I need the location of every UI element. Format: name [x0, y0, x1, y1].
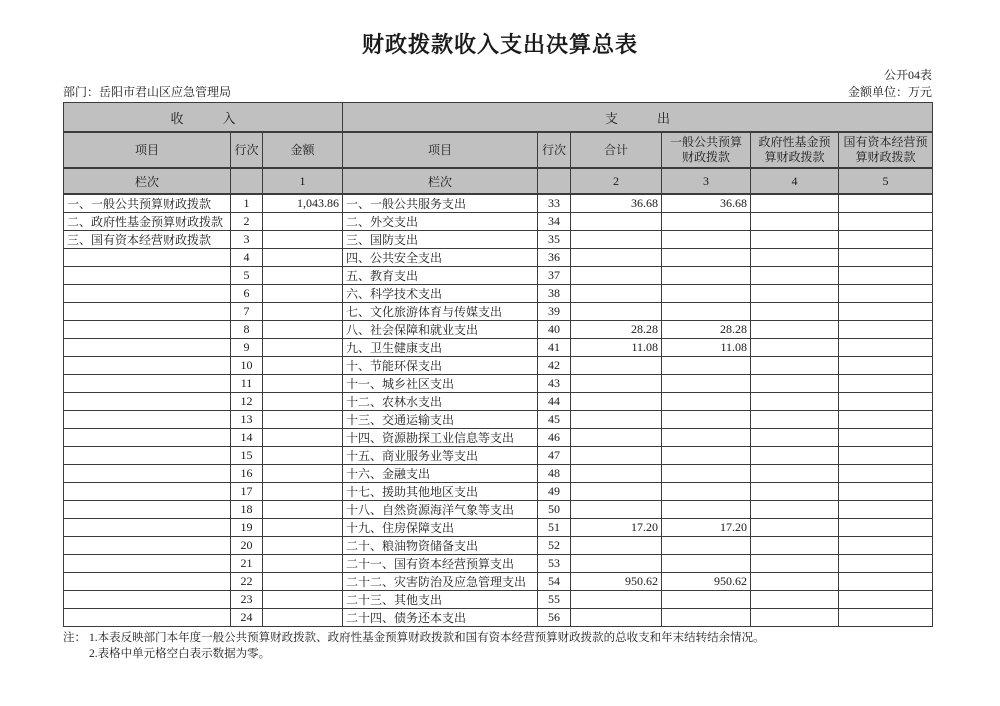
exp-line-cell: 40	[538, 321, 571, 339]
income-section-header: 收入	[64, 103, 343, 133]
income-line-cell: 22	[231, 573, 263, 591]
table-row	[64, 537, 933, 555]
exp-line-cell: 44	[538, 393, 571, 411]
table-row	[64, 555, 933, 573]
exp-gov-fund-cell	[751, 411, 839, 429]
exp-total-cell	[571, 267, 662, 285]
exp-line-cell: 43	[538, 375, 571, 393]
exp-item-cell: 十、节能环保支出	[343, 357, 538, 375]
income-amount-cell	[263, 519, 343, 537]
income-amount-cell	[263, 321, 343, 339]
income-line-cell: 16	[231, 465, 263, 483]
exp-gov-fund-cell	[751, 501, 839, 519]
exp-general-budget-cell	[662, 447, 751, 465]
exp-line-cell: 42	[538, 357, 571, 375]
table-row	[64, 213, 933, 231]
exp-state-capital-cell	[839, 573, 933, 591]
income-amount-cell	[263, 231, 343, 249]
exp-item-cell: 九、卫生健康支出	[343, 339, 538, 357]
exp-general-budget-cell	[662, 483, 751, 501]
exp-line-cell: 56	[538, 609, 571, 627]
exp-gov-fund-cell	[751, 555, 839, 573]
exp-line-cell: 46	[538, 429, 571, 447]
exp-gov-fund-cell	[751, 483, 839, 501]
exp-state-capital-cell	[839, 249, 933, 267]
exp-item-cell: 十一、城乡社区支出	[343, 375, 538, 393]
exp-item-cell: 一、一般公共服务支出	[343, 194, 538, 213]
exp-total-cell: 28.28	[571, 321, 662, 339]
exp-gov-fund-cell	[751, 465, 839, 483]
exp-line-cell: 52	[538, 537, 571, 555]
table-row	[64, 501, 933, 519]
exp-total-cell	[571, 465, 662, 483]
income-amount-cell	[263, 429, 343, 447]
income-line-cell: 7	[231, 303, 263, 321]
exp-total-cell	[571, 375, 662, 393]
col-income-line: 行次	[231, 132, 263, 168]
exp-line-cell: 36	[538, 249, 571, 267]
income-line-cell: 21	[231, 555, 263, 573]
exp-total-cell	[571, 591, 662, 609]
exp-gov-fund-cell	[751, 303, 839, 321]
exp-total-cell	[571, 447, 662, 465]
exp-total-cell	[571, 555, 662, 573]
exp-gov-fund-cell	[751, 357, 839, 375]
column-number-3: 3	[662, 168, 751, 194]
column-header-row	[64, 132, 933, 168]
exp-item-cell: 四、公共安全支出	[343, 249, 538, 267]
exp-total-cell: 11.08	[571, 339, 662, 357]
exp-gov-fund-cell	[751, 375, 839, 393]
income-item-cell	[64, 555, 231, 573]
exp-total-cell	[571, 537, 662, 555]
income-amount-cell	[263, 501, 343, 519]
exp-item-cell: 十四、资源勘探工业信息等支出	[343, 429, 538, 447]
exp-line-cell: 45	[538, 411, 571, 429]
exp-general-budget-cell	[662, 537, 751, 555]
exp-total-cell: 950.62	[571, 573, 662, 591]
exp-line-cell: 38	[538, 285, 571, 303]
income-amount-cell	[263, 357, 343, 375]
income-item-cell	[64, 285, 231, 303]
column-number-row	[64, 168, 933, 194]
exp-general-budget-cell	[662, 393, 751, 411]
income-item-cell	[64, 609, 231, 627]
fiscal-summary-table	[63, 102, 933, 627]
exp-item-cell: 二十一、国有资本经营预算支出	[343, 555, 538, 573]
exp-state-capital-cell	[839, 375, 933, 393]
exp-general-budget-cell	[662, 609, 751, 627]
income-item-cell	[64, 519, 231, 537]
exp-gov-fund-cell	[751, 213, 839, 231]
column-number-4: 4	[751, 168, 839, 194]
exp-total-cell	[571, 285, 662, 303]
exp-lanci-blank	[538, 168, 571, 194]
income-line-cell: 19	[231, 519, 263, 537]
income-amount-cell	[263, 339, 343, 357]
income-line-cell: 17	[231, 483, 263, 501]
exp-state-capital-cell	[839, 447, 933, 465]
col-exp-state-capital: 国有资本经营预算财政拨款	[839, 132, 933, 168]
income-line-cell: 3	[231, 231, 263, 249]
notes-prefix: 注：	[63, 632, 86, 644]
table-row	[64, 339, 933, 357]
income-amount-cell: 1,043.86	[263, 194, 343, 213]
income-line-cell: 2	[231, 213, 263, 231]
income-item-cell: 三、国有资本经营财政拨款	[64, 231, 231, 249]
exp-total-cell	[571, 231, 662, 249]
exp-general-budget-cell	[662, 465, 751, 483]
exp-state-capital-cell	[839, 519, 933, 537]
exp-line-cell: 35	[538, 231, 571, 249]
exp-state-capital-cell	[839, 537, 933, 555]
exp-item-cell: 十八、自然资源海洋气象等支出	[343, 501, 538, 519]
table-code: 公开04表	[883, 68, 932, 82]
income-item-cell	[64, 249, 231, 267]
exp-line-cell: 48	[538, 465, 571, 483]
income-item-cell	[64, 447, 231, 465]
exp-lanci-label: 栏次	[343, 168, 538, 194]
table-row	[64, 303, 933, 321]
col-exp-total: 合计	[571, 132, 662, 168]
exp-general-budget-cell: 17.20	[662, 519, 751, 537]
exp-gov-fund-cell	[751, 447, 839, 465]
exp-gov-fund-cell	[751, 519, 839, 537]
exp-gov-fund-cell	[751, 537, 839, 555]
exp-total-cell	[571, 501, 662, 519]
income-item-cell	[64, 591, 231, 609]
exp-state-capital-cell	[839, 555, 933, 573]
exp-line-cell: 53	[538, 555, 571, 573]
income-line-cell: 20	[231, 537, 263, 555]
income-amount-cell	[263, 285, 343, 303]
income-line-cell: 12	[231, 393, 263, 411]
note-line-1	[63, 630, 932, 646]
table-row	[64, 519, 933, 537]
exp-line-cell: 37	[538, 267, 571, 285]
exp-state-capital-cell	[839, 285, 933, 303]
note-1-text: 1.本表反映部门本年度一般公共预算财政拨款、政府性基金预算财政拨款和国有资本经营预算财政拨款的总收支和年末结转结余情况。	[89, 632, 765, 644]
income-item-cell	[64, 573, 231, 591]
income-amount-cell	[263, 249, 343, 267]
exp-line-cell: 54	[538, 573, 571, 591]
income-item-cell: 二、政府性基金预算财政拨款	[64, 213, 231, 231]
income-item-cell	[64, 411, 231, 429]
table-body	[64, 194, 933, 627]
exp-total-cell	[571, 213, 662, 231]
exp-state-capital-cell	[839, 465, 933, 483]
table-row	[64, 231, 933, 249]
income-line-cell: 10	[231, 357, 263, 375]
income-item-cell: 一、一般公共预算财政拨款	[64, 194, 231, 213]
exp-item-cell: 七、文化旅游体育与传媒支出	[343, 303, 538, 321]
income-lanci-blank	[231, 168, 263, 194]
exp-state-capital-cell	[839, 501, 933, 519]
income-item-cell	[64, 483, 231, 501]
exp-item-cell: 五、教育支出	[343, 267, 538, 285]
exp-gov-fund-cell	[751, 321, 839, 339]
exp-line-cell: 41	[538, 339, 571, 357]
income-line-cell: 5	[231, 267, 263, 285]
exp-line-cell: 34	[538, 213, 571, 231]
exp-state-capital-cell	[839, 357, 933, 375]
income-line-cell: 14	[231, 429, 263, 447]
table-row	[64, 357, 933, 375]
income-amount-cell	[263, 411, 343, 429]
exp-state-capital-cell	[839, 609, 933, 627]
exp-state-capital-cell	[839, 483, 933, 501]
exp-state-capital-cell	[839, 194, 933, 213]
exp-gov-fund-cell	[751, 194, 839, 213]
column-number-5: 5	[839, 168, 933, 194]
column-number-2: 2	[571, 168, 662, 194]
table-row	[64, 285, 933, 303]
income-item-cell	[64, 267, 231, 285]
table-row	[64, 483, 933, 501]
income-amount-cell	[263, 267, 343, 285]
income-amount-cell	[263, 555, 343, 573]
exp-item-cell: 十三、交通运输支出	[343, 411, 538, 429]
exp-state-capital-cell	[839, 429, 933, 447]
exp-item-cell: 二十、粮油物资储备支出	[343, 537, 538, 555]
exp-state-capital-cell	[839, 267, 933, 285]
exp-gov-fund-cell	[751, 285, 839, 303]
income-amount-cell	[263, 609, 343, 627]
exp-state-capital-cell	[839, 339, 933, 357]
table-row	[64, 267, 933, 285]
exp-total-cell	[571, 303, 662, 321]
income-item-cell	[64, 303, 231, 321]
exp-item-cell: 八、社会保障和就业支出	[343, 321, 538, 339]
exp-general-budget-cell	[662, 357, 751, 375]
notes	[63, 630, 932, 662]
table-row	[64, 447, 933, 465]
income-item-cell	[64, 357, 231, 375]
table-row	[64, 591, 933, 609]
table-row	[64, 573, 933, 591]
income-item-cell	[64, 501, 231, 519]
exp-general-budget-cell	[662, 501, 751, 519]
exp-general-budget-cell: 36.68	[662, 194, 751, 213]
exp-line-cell: 39	[538, 303, 571, 321]
income-line-cell: 9	[231, 339, 263, 357]
exp-item-cell: 十二、农林水支出	[343, 393, 538, 411]
exp-line-cell: 47	[538, 447, 571, 465]
table-row	[64, 609, 933, 627]
exp-general-budget-cell	[662, 249, 751, 267]
exp-state-capital-cell	[839, 591, 933, 609]
exp-total-cell	[571, 411, 662, 429]
exp-general-budget-cell: 950.62	[662, 573, 751, 591]
income-item-cell	[64, 339, 231, 357]
income-line-cell: 11	[231, 375, 263, 393]
exp-general-budget-cell	[662, 213, 751, 231]
table-row	[64, 429, 933, 447]
page-title: 财政拨款收入支出决算总表	[361, 32, 638, 57]
exp-state-capital-cell	[839, 231, 933, 249]
exp-state-capital-cell	[839, 303, 933, 321]
income-line-cell: 13	[231, 411, 263, 429]
exp-general-budget-cell	[662, 411, 751, 429]
income-amount-cell	[263, 591, 343, 609]
exp-item-cell: 六、科学技术支出	[343, 285, 538, 303]
income-line-cell: 4	[231, 249, 263, 267]
exp-general-budget-cell: 11.08	[662, 339, 751, 357]
exp-total-cell	[571, 429, 662, 447]
table-row	[64, 393, 933, 411]
income-amount-cell	[263, 537, 343, 555]
exp-total-cell	[571, 609, 662, 627]
income-line-cell: 6	[231, 285, 263, 303]
exp-general-budget-cell	[662, 267, 751, 285]
col-exp-item: 项目	[343, 132, 538, 168]
income-amount-cell	[263, 375, 343, 393]
note-line-2	[89, 646, 932, 662]
income-line-cell: 23	[231, 591, 263, 609]
table-row	[64, 465, 933, 483]
col-income-item: 项目	[64, 132, 231, 168]
exp-general-budget-cell: 28.28	[662, 321, 751, 339]
income-item-cell	[64, 537, 231, 555]
exp-general-budget-cell	[662, 375, 751, 393]
income-item-cell	[64, 465, 231, 483]
exp-gov-fund-cell	[751, 591, 839, 609]
table-row	[64, 194, 933, 213]
exp-gov-fund-cell	[751, 429, 839, 447]
income-amount-cell	[263, 573, 343, 591]
exp-item-cell: 十七、援助其他地区支出	[343, 483, 538, 501]
exp-line-cell: 33	[538, 194, 571, 213]
exp-total-cell: 17.20	[571, 519, 662, 537]
exp-item-cell: 二十二、灾害防治及应急管理支出	[343, 573, 538, 591]
exp-item-cell: 十六、金融支出	[343, 465, 538, 483]
content-area	[63, 66, 932, 662]
exp-state-capital-cell	[839, 411, 933, 429]
col-income-amount: 金额	[263, 132, 343, 168]
exp-general-budget-cell	[662, 591, 751, 609]
column-number-1: 1	[263, 168, 343, 194]
exp-line-cell: 51	[538, 519, 571, 537]
exp-general-budget-cell	[662, 303, 751, 321]
unit-label: 金额单位：万元	[847, 85, 932, 99]
exp-total-cell	[571, 393, 662, 411]
exp-item-cell: 二十四、债务还本支出	[343, 609, 538, 627]
exp-gov-fund-cell	[751, 249, 839, 267]
exp-gov-fund-cell	[751, 393, 839, 411]
exp-total-cell: 36.68	[571, 194, 662, 213]
exp-total-cell	[571, 249, 662, 267]
exp-gov-fund-cell	[751, 231, 839, 249]
income-amount-cell	[263, 393, 343, 411]
income-line-cell: 15	[231, 447, 263, 465]
income-item-cell	[64, 375, 231, 393]
exp-item-cell: 十九、住房保障支出	[343, 519, 538, 537]
exp-total-cell	[571, 357, 662, 375]
exp-total-cell	[571, 483, 662, 501]
exp-state-capital-cell	[839, 393, 933, 411]
income-lanci-label: 栏次	[64, 168, 231, 194]
income-amount-cell	[263, 303, 343, 321]
income-amount-cell	[263, 465, 343, 483]
exp-gov-fund-cell	[751, 573, 839, 591]
exp-state-capital-cell	[839, 321, 933, 339]
col-exp-gov-fund: 政府性基金预算财政拨款	[751, 132, 839, 168]
table-row	[64, 411, 933, 429]
exp-gov-fund-cell	[751, 267, 839, 285]
income-amount-cell	[263, 447, 343, 465]
col-exp-line: 行次	[538, 132, 571, 168]
exp-general-budget-cell	[662, 231, 751, 249]
income-line-cell: 8	[231, 321, 263, 339]
income-item-cell	[64, 321, 231, 339]
exp-item-cell: 三、国防支出	[343, 231, 538, 249]
exp-item-cell: 十五、商业服务业等支出	[343, 447, 538, 465]
exp-general-budget-cell	[662, 285, 751, 303]
table-row	[64, 375, 933, 393]
table-row	[64, 249, 933, 267]
income-line-cell: 1	[231, 194, 263, 213]
table-row	[64, 321, 933, 339]
exp-line-cell: 49	[538, 483, 571, 501]
expenditure-section-header: 支出	[343, 103, 933, 133]
exp-gov-fund-cell	[751, 339, 839, 357]
section-header-row	[64, 103, 933, 133]
exp-line-cell: 55	[538, 591, 571, 609]
income-amount-cell	[263, 483, 343, 501]
income-line-cell: 18	[231, 501, 263, 519]
exp-general-budget-cell	[662, 429, 751, 447]
income-amount-cell	[263, 213, 343, 231]
exp-general-budget-cell	[662, 555, 751, 573]
exp-item-cell: 二、外交支出	[343, 213, 538, 231]
exp-gov-fund-cell	[751, 609, 839, 627]
department-label: 部门：岳阳市君山区应急管理局	[63, 85, 232, 99]
exp-state-capital-cell	[839, 213, 933, 231]
exp-line-cell: 50	[538, 501, 571, 519]
income-line-cell: 24	[231, 609, 263, 627]
note-2-text: 2.表格中单元格空白表示数据为零。	[89, 648, 271, 660]
income-item-cell	[64, 393, 231, 411]
exp-item-cell: 二十三、其他支出	[343, 591, 538, 609]
income-item-cell	[64, 429, 231, 447]
col-exp-general-budget: 一般公共预算财政拨款	[662, 132, 751, 168]
